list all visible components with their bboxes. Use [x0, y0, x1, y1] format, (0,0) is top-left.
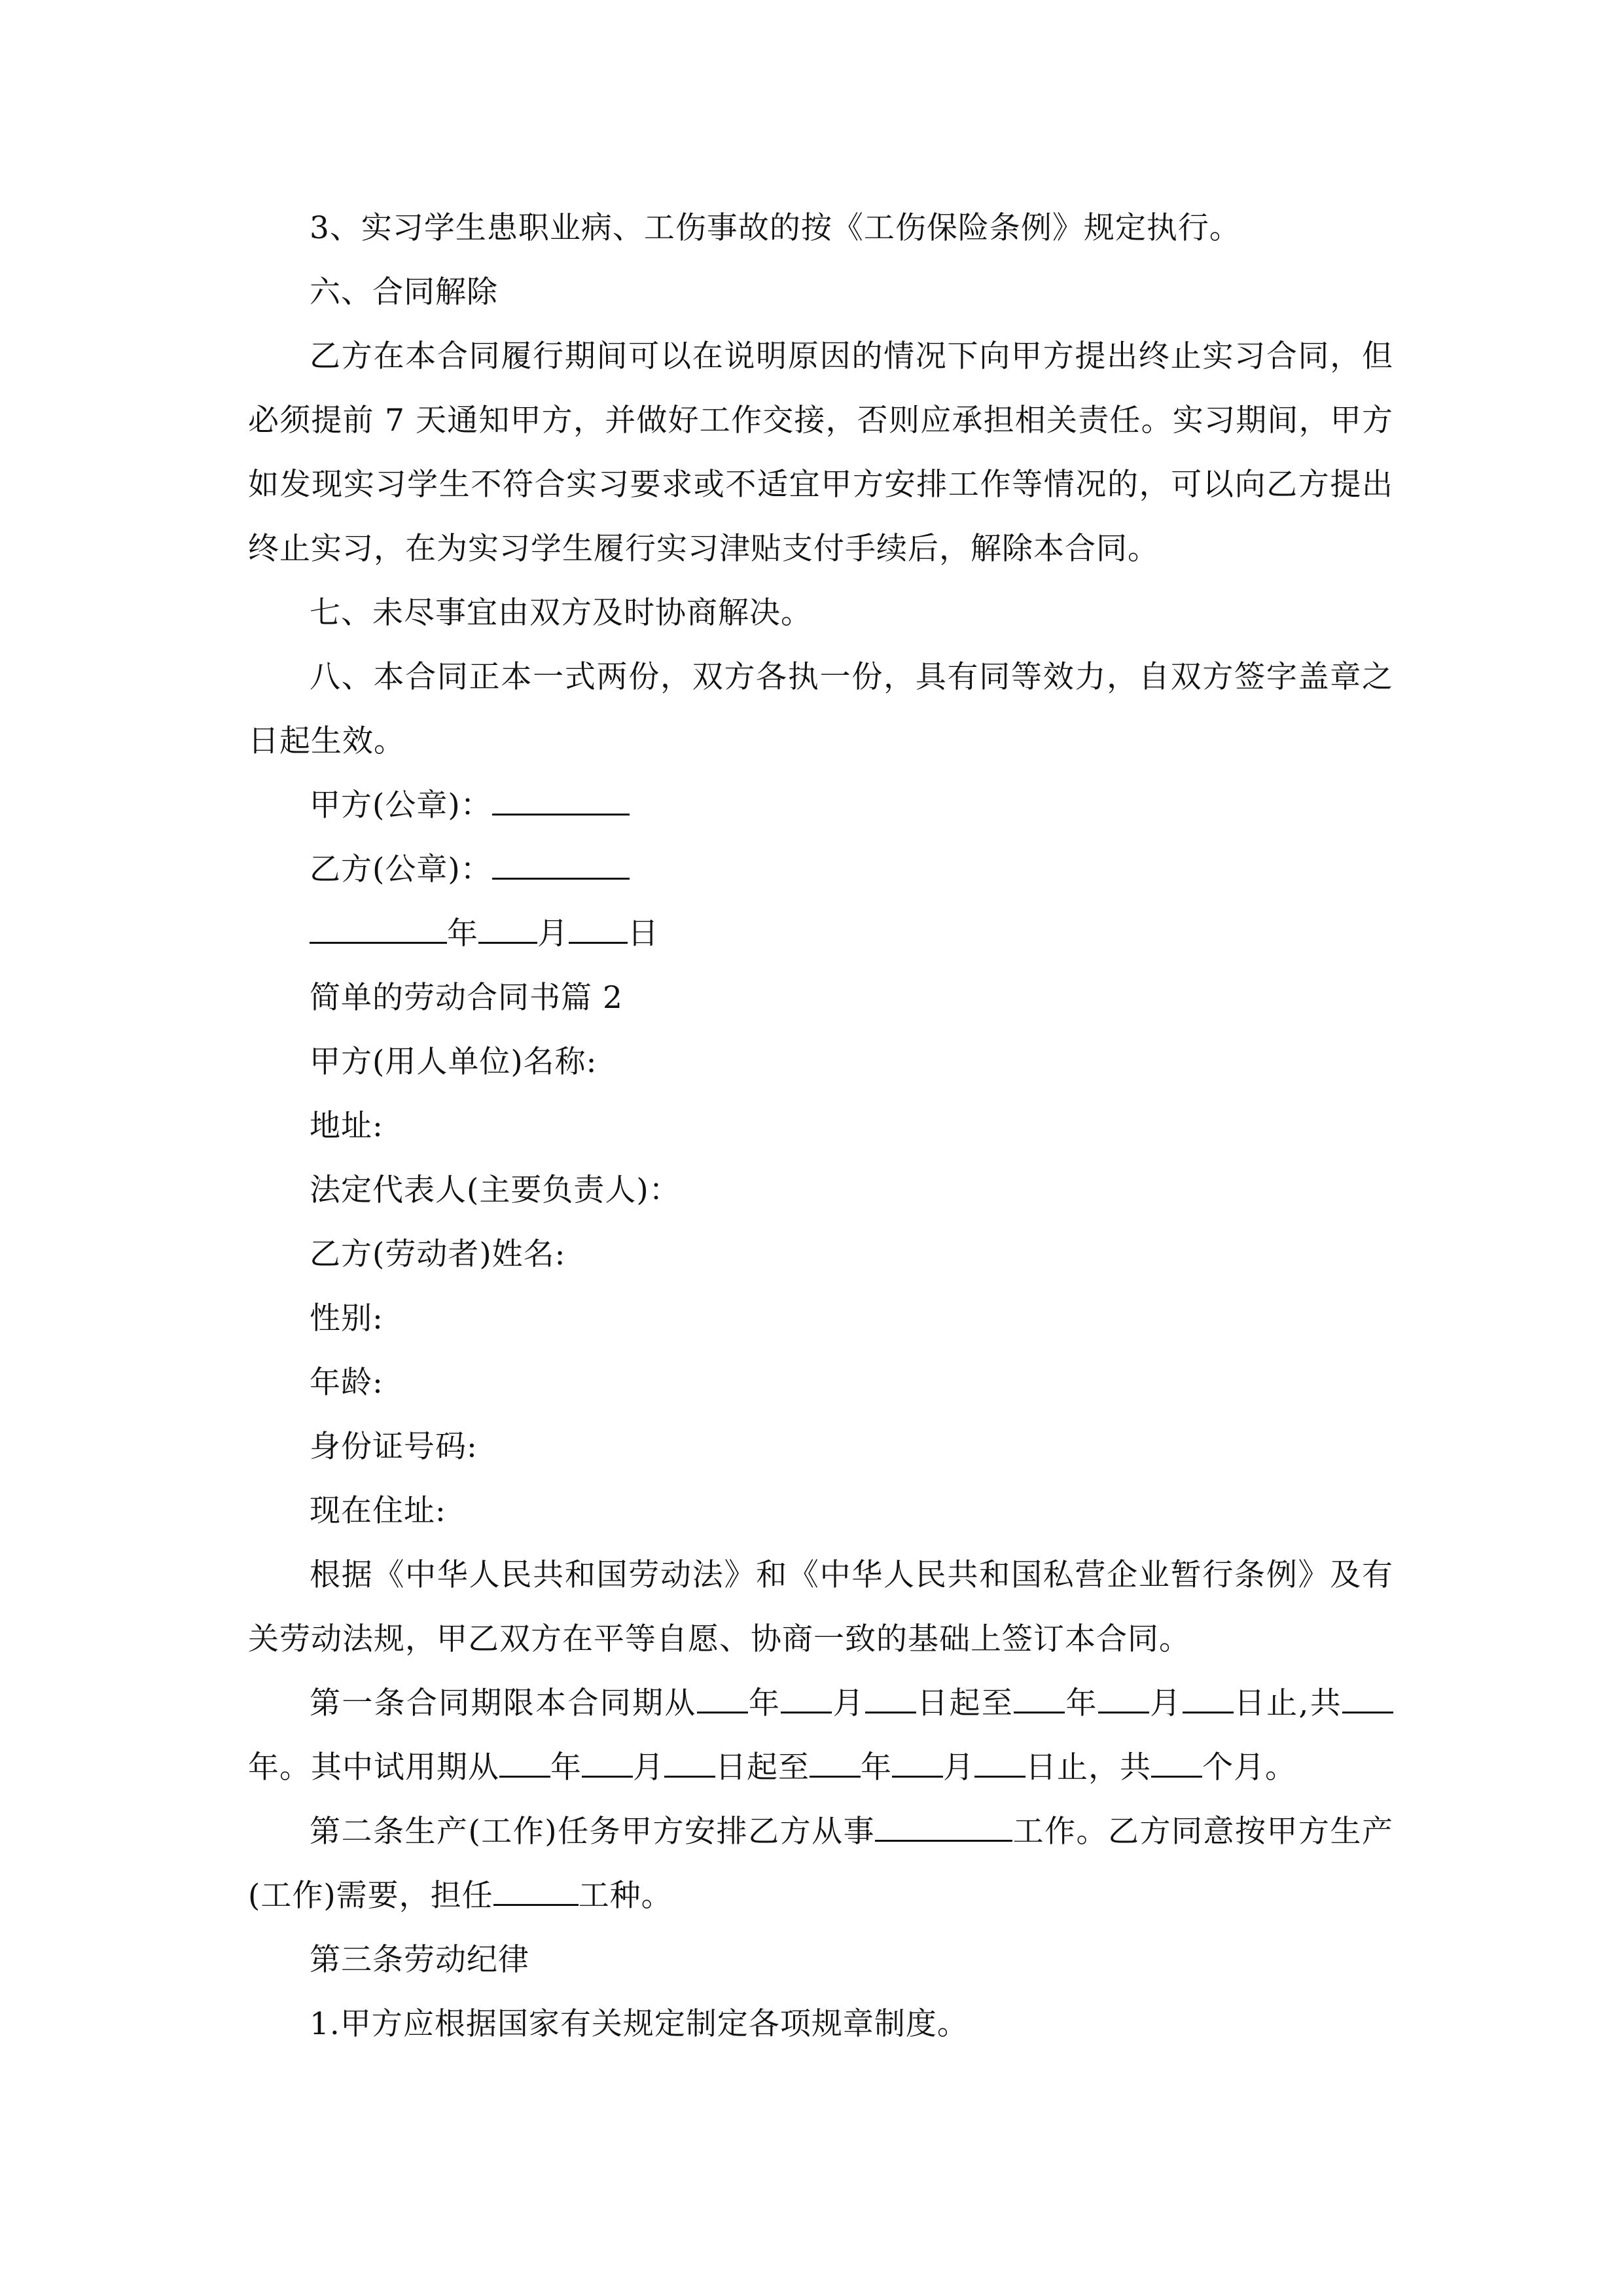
date-year-blank[interactable] [310, 916, 447, 944]
contract-2-title: 简单的劳动合同书篇 2 [310, 980, 623, 1016]
term-years-blank[interactable] [1342, 1685, 1393, 1713]
probation-start-month-blank[interactable] [582, 1749, 633, 1778]
article-3-heading: 第三条劳动纪律 [310, 1942, 529, 1978]
employer-name-field: 甲方(用人单位)名称: [310, 1044, 597, 1080]
probation-start-month-label: 月 [633, 1749, 664, 1785]
probation-end-day-blank[interactable] [974, 1749, 1026, 1778]
article-3-item-1: 1.甲方应根据国家有关规定制定各项规章制度。 [310, 2006, 969, 2042]
article-2-task [248, 1800, 1393, 1928]
probation-start-day-label: 日起至 [715, 1749, 810, 1785]
probation-end-day-label: 日止，共 [1026, 1749, 1151, 1785]
probation-end-month-label: 月 [943, 1749, 974, 1785]
probation-end-year-blank[interactable] [810, 1749, 861, 1778]
term-start-year-blank[interactable] [697, 1685, 748, 1713]
section-6-body: 乙方在本合同履行期间可以在说明原因的情况下向甲方提出终止实习合同，但必须提前 7 天通知甲方，并做好工作交接，否则应承担相关责任。实习期间，甲方如发现实习学生不符合实习要求或不适宜甲方安排工作等情况的，可以向乙方提出终止实习，在为实习学生履行实习津贴支付手续后，解除本合同。 [248, 338, 1393, 567]
term-start-month-label: 月 [832, 1685, 865, 1721]
term-end-month-blank[interactable] [1098, 1685, 1149, 1713]
date-year-label: 年 [447, 916, 478, 952]
job-duty-blank[interactable] [875, 1814, 1012, 1842]
probation-end-year-label: 年 [861, 1749, 892, 1785]
section-6-heading: 六、合同解除 [310, 274, 498, 310]
gender-field: 性别: [310, 1300, 383, 1336]
party-a-seal-blank[interactable] [492, 787, 630, 816]
address-field: 地址: [310, 1108, 383, 1144]
probation-months-blank[interactable] [1151, 1749, 1202, 1778]
date-day-blank[interactable] [569, 916, 628, 944]
party-b-seal-line [248, 838, 1393, 902]
section-8: 八、本合同正本一式两份，双方各执一份，具有同等效力，自双方签字盖章之日起生效。 [248, 659, 1393, 759]
article-1-text-a: 第一条合同期限本合同期从 [310, 1685, 697, 1721]
date-month-blank[interactable] [478, 916, 537, 944]
term-end-day-blank[interactable] [1183, 1685, 1234, 1713]
age-field: 年龄: [310, 1365, 383, 1401]
date-month-label: 月 [537, 916, 569, 952]
term-end-year-blank[interactable] [1014, 1685, 1065, 1713]
article-1-term [248, 1672, 1393, 1800]
date-line [248, 902, 1393, 966]
term-end-day-label: 日止,共 [1233, 1685, 1342, 1721]
term-start-day-label: 日起至 [916, 1685, 1014, 1721]
current-address-field: 现在住址: [310, 1493, 446, 1529]
section-7: 七、未尽事宜由双方及时协商解决。 [310, 595, 812, 631]
article-1-text-b: 年。其中试用期从 [248, 1749, 499, 1785]
party-b-seal-label: 乙方(公章)： [310, 852, 492, 888]
date-day-label: 日 [628, 916, 659, 952]
legal-representative-field: 法定代表人(主要负责人)： [310, 1172, 681, 1208]
article-2-text-a: 第二条生产(工作)任务甲方安排乙方从事 [310, 1814, 876, 1850]
probation-start-day-blank[interactable] [664, 1749, 715, 1778]
employee-name-field: 乙方(劳动者)姓名: [310, 1236, 566, 1272]
contract-basis-paragraph: 根据《中华人民共和国劳动法》和《中华人民共和国私营企业暂行条例》及有关劳动法规，甲乙双方在平等自愿、协商一致的基础上签订本合同。 [248, 1557, 1393, 1657]
term-end-year-label: 年 [1065, 1685, 1098, 1721]
clause-3-occupational-injury: 3、实习学生患职业病、工伤事故的按《工伤保险条例》规定执行。 [310, 210, 1241, 246]
article-1-text-c: 个月。 [1202, 1749, 1296, 1785]
party-b-seal-blank[interactable] [492, 852, 630, 880]
party-a-seal-label: 甲方(公章)： [310, 787, 492, 823]
article-2-text-c: 工种。 [578, 1878, 673, 1914]
party-a-seal-line [248, 774, 1393, 838]
term-end-month-label: 月 [1149, 1685, 1183, 1721]
probation-end-month-blank[interactable] [892, 1749, 943, 1778]
id-number-field: 身份证号码: [310, 1429, 478, 1465]
job-type-blank[interactable] [493, 1878, 579, 1906]
probation-start-year-label: 年 [550, 1749, 582, 1785]
term-start-day-blank[interactable] [865, 1685, 916, 1713]
term-start-year-label: 年 [747, 1685, 781, 1721]
article-2-text-b: 工作。乙方同意按甲方生产(工作)需要，担任 [248, 1814, 1394, 1914]
probation-start-year-blank[interactable] [499, 1749, 550, 1778]
document-body [248, 196, 1393, 2056]
term-start-month-blank[interactable] [781, 1685, 832, 1713]
